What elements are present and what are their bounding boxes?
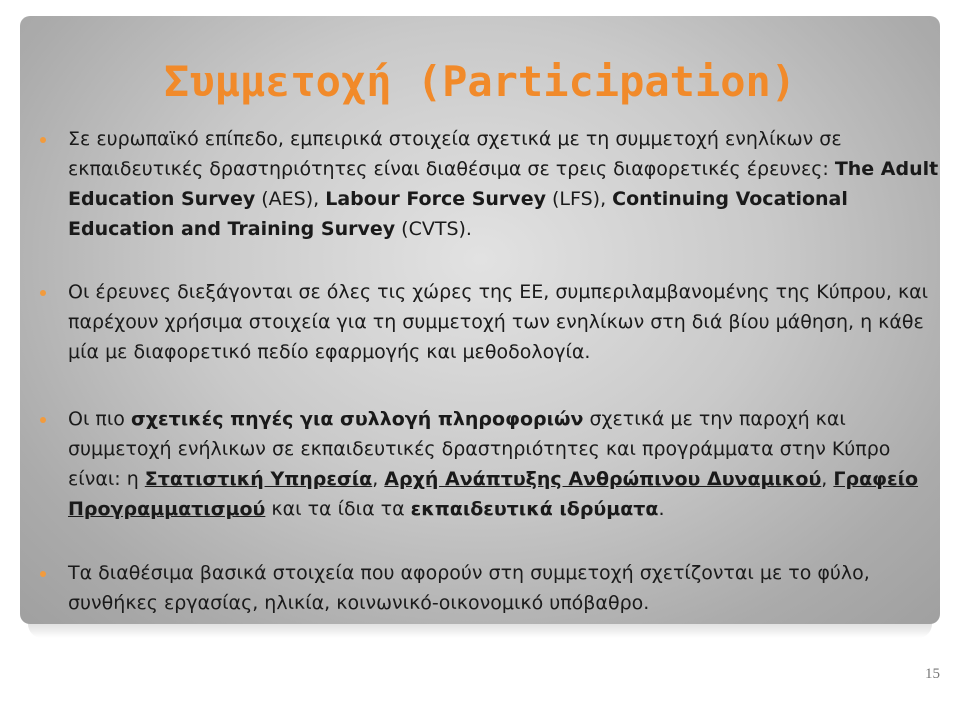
survey-name-aes: The Adult Education Survey [68, 158, 939, 210]
bullet-dot-icon [40, 137, 46, 143]
bullet-item-available-data [38, 558, 940, 618]
source-educational-institutions: εκπαιδευτικά ιδρύματα [410, 498, 659, 520]
page-number: 15 [925, 666, 940, 682]
bullet-text: (AES), [255, 188, 326, 210]
slide-shadow [28, 624, 932, 638]
bullet-item-eu-surveys [38, 277, 940, 367]
bullet-text: Οι έρευνες διεξάγονται σε όλες τις χώρες της ΕΕ, συμπεριλαμβανομένης της Κύπρου, και παρέχουν χρήσιμα στοιχεία για τη συμμετοχή των ενηλίκων στη διά βίου μάθηση, η κάθε μία με διαφορετικό πεδίο εφαρμογής και μεθοδολογία. [68, 281, 929, 363]
slide-title: Συμμετοχή (Participation) [163, 57, 797, 106]
source-hrda: Αρχή Ανάπτυξης Ανθρώπινου Δυναμικού [384, 468, 822, 490]
bullet-text: σχετικά με την παροχή και συμμετοχή ενήλικων σε εκπαιδευτικές δραστηριότητες και προγράμματα στην Κύπρο είναι: η [68, 408, 891, 490]
bullet-text: (LFS), [545, 188, 613, 210]
bullet-text: (CVTS). [395, 218, 472, 240]
bullet-text: , [821, 468, 834, 490]
emphasis-relevant-sources: σχετικές πηγές για συλλογή πληροφοριών [130, 408, 584, 430]
bullet-dot-icon [40, 417, 46, 423]
survey-name-cvts: Continuing Vocational Education and Training Survey [68, 188, 848, 240]
bullet-list [38, 124, 940, 618]
survey-name-lfs: Labour Force Survey [325, 188, 546, 210]
bullet-dot-icon [40, 571, 46, 577]
bullet-item-surveys [38, 124, 940, 244]
bullet-text: Σε ευρωπαϊκό επίπεδο, εμπειρικά στοιχεία σχετικά με τη συμμετοχή ενηλίκων σε εκπαιδευτικές δραστηριότητες είναι διαθέσιμα σε τρεις διαφορετικές έρευνες: [68, 128, 842, 180]
source-planning-bureau: Γραφείο Προγραμματισμού [68, 468, 919, 520]
bullet-text: . [658, 498, 665, 520]
bullet-text: Τα διαθέσιμα βασικά στοιχεία που αφορούν στη συμμετοχή σχετίζονται με το φύλο, συνθήκες εργασίας, ηλικία, κοινωνικό-οικονομικό υπόβαθρο. [68, 562, 870, 614]
bullet-item-sources [38, 404, 940, 524]
bullet-text: Οι πιο [68, 408, 131, 430]
bullet-text: , [372, 468, 385, 490]
bullet-dot-icon [40, 290, 46, 296]
bullet-text: και τα ίδια τα [265, 498, 411, 520]
source-statistical-service: Στατιστική Υπηρεσία [144, 468, 373, 490]
